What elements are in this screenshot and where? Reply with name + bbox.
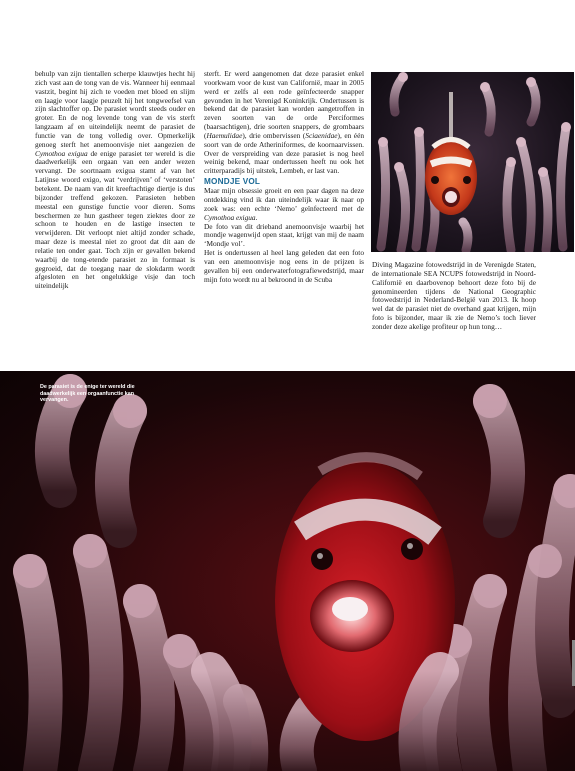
species-name: Cymothoa exigua bbox=[204, 212, 256, 222]
article-paragraph bbox=[204, 187, 364, 284]
species-name: Haemulidae bbox=[206, 130, 243, 140]
text-run: ), drie ombervissen ( bbox=[242, 130, 306, 140]
article-paragraph bbox=[204, 70, 364, 176]
article-column-2 bbox=[204, 70, 364, 284]
article-column-3 bbox=[372, 261, 536, 332]
species-name: Cymothoa exigua bbox=[35, 148, 88, 158]
article-paragraph: Diving Magazine fotowedstrijd in de Verenigde Staten, de internationale SEA NCUPS fotowedstrijd in Noord-Californië en daarbovenop behoort deze foto bij de genomineerden tijdens de National Geographic fotowedstrijd in Nederland-België van 2013. Ik hoop wel dat de parasiet niet de overhand gaat krijgen, mijn foto is bijzonder, maar ik zie de Nemo’s toch liever zonder deze akelige profiteur op hun tong… bbox=[372, 260, 536, 331]
clownfish-illustration-small bbox=[371, 72, 574, 252]
text-run: behulp van zijn tientallen scherpe klauwtjes hecht hij zich vast aan de tong van de vis. Wanneer hij eenmaal vastzit, begint hij zich te voeden met bloed en slijm en laagje voor laagje peuzelt hij het tongweefsel van zijn slachtoffer op. De parasiet wordt steeds ouder en groter. En de nog levende tong van de vis sterft langzaam af en uiteindelijk neemt de parasiet de functie van de tong volledig over. Opmerkelijk genoeg sterft het anemoonvisje niet aangezien de bbox=[35, 69, 195, 149]
text-run: Maar mijn obsessie groeit en een paar dagen na deze ontdekking vind ik dan uiteindelijk waar ik naar op zoek was: een echte ‘Nemo’ geïnfecteerd met de bbox=[204, 186, 364, 213]
article-paragraph bbox=[35, 70, 195, 291]
text-run: sterft. Er werd aangenomen dat deze parasiet enkel voorkwam voor de kust van Californië, maar in 2005 werd er zelfs al een rode geïnfecteerde snapper gevonden in het Verenigd Koninkrijk. Ondertussen is bekend dat de parasiet kan worden aangetroffen in zeven soorten van de orde Perciformes (baarsachtigen), drie soorten snappers, de grombaars ( bbox=[204, 69, 364, 140]
photo-caption: De parasiet is de enige ter wereld die daadwerkelijk een orgaanfunctie kan vervangen. bbox=[40, 384, 135, 403]
clownfish-illustration-large bbox=[0, 371, 575, 771]
text-run: ), en één soort van de orde Atheriniformes, de koornaarvissen. Over de verspreiding van deze parasiet is nog heel weinig bekend, maar ondertussen heeft nu ook het critterparadijs bij uitstek, Lembeh, er last van. bbox=[204, 130, 365, 176]
article-column-1 bbox=[35, 70, 195, 291]
text-run: . De foto van dit drieband anemoonvisje waarbij het mondje wagenwijd open staat, krijgt van mij de naam ‘Mondje vol’. Het is ondertussen al heel lang geleden dat een foto van een anemoonvisje nog eens in de prijzen is gevallen bij een onderwaterfotografiewedstrijd, maar mijn foto wordt nu al bekroond in de Scuba bbox=[204, 212, 364, 284]
text-run: de enige parasiet ter wereld is die daadwerkelijk een orgaan van een ander wezen vervangt. De soortnaam exigua stamt af van het Latijnse woord exigo, wat ‘verdrijven’ of ‘verstoten’ betekent. De naam van dit kreeftachtige diertje is dus bijzonder treffend gekozen. Parasieten hebben meestal een gunstige functie voor dieren. Soms beschermen ze hun gastheer tegen ziektes door ze schoon te houden en de lastige insecten te verwijderen. Dit verloopt niet altijd zonder schade, maar deze is meestal niet zo groot dat dit aan de relatie ten onder gaat. Toch zijn er gevallen bekend waarbij de tong-etende parasiet zo in formaat is gegroeid, dat de toegang naar de slokdarm wordt afgesloten en het ongelukkige visje dan toch uiteindelijk bbox=[35, 148, 195, 291]
clownfish-photo-large bbox=[0, 371, 575, 771]
species-name: Sciaenidae bbox=[305, 130, 338, 140]
clownfish-photo-small bbox=[371, 72, 574, 252]
section-heading: MONDJE VOL bbox=[204, 177, 261, 187]
